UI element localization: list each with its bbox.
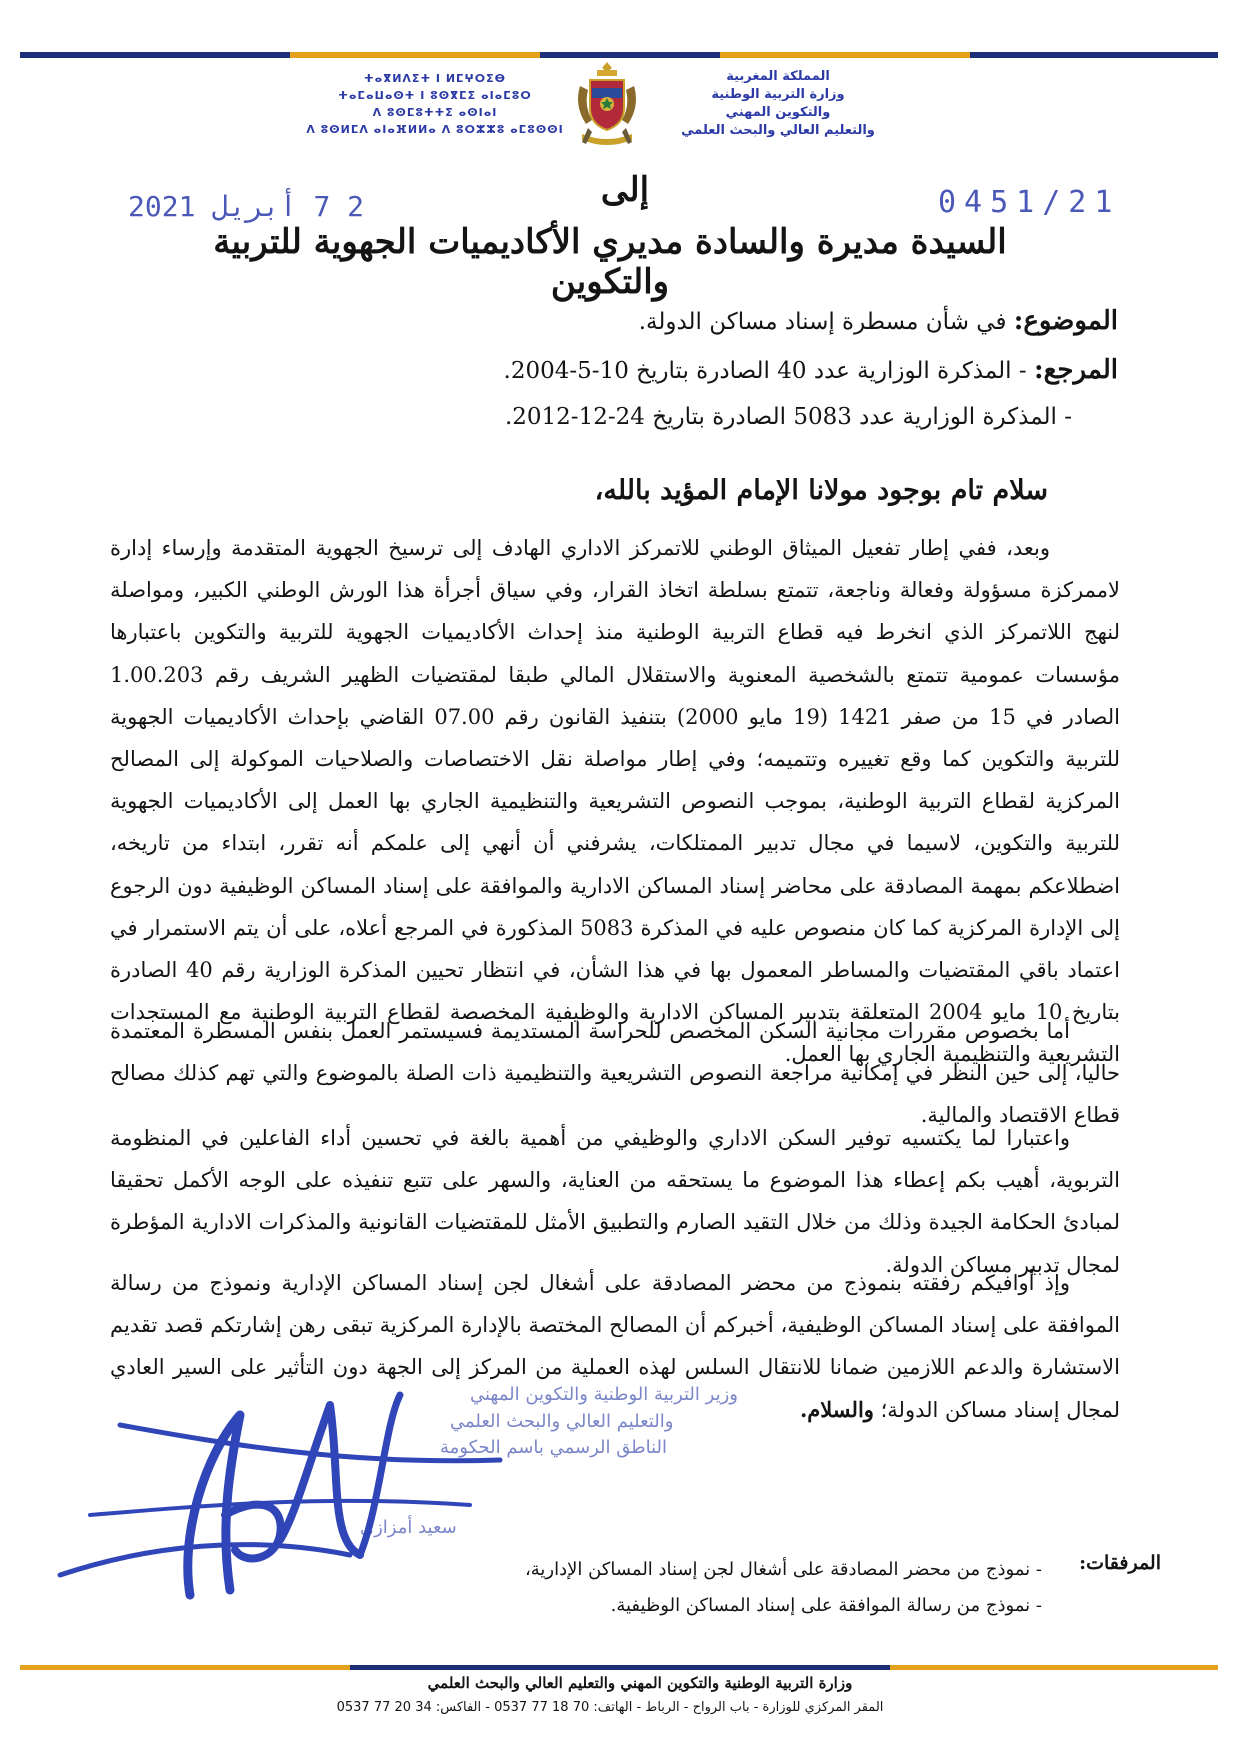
body-paragraph-text: واعتبارا لما يكتسيه توفير السكن الاداري والوظيفي من أهمية بالغة في تحسين أداء الفاعلين في المنظومة التربوية، أهيب بكم إعطاء هذا الموضوع ما يستحقه من العناية، والسهر على تتبع تنفيذه على الوجه الأكمل تحقيقا لمبادئ الحكامة الجيدة وذلك من خلال التقيد الصارم والتطبيق الأمثل للمقتضيات القانونية والمذكرات الادارية المؤطرة لمجال تدبير مساكن الدولة. <box>110 1126 1120 1277</box>
addressee-title: السيدة مديرة والسادة مديري الأكاديميات الجهوية للتربية والتكوين <box>213 222 1007 302</box>
header-rule-gold-right <box>720 52 970 58</box>
reference-line <box>118 355 1118 385</box>
body-paragraph-text: أما بخصوص مقررات مجانية السكن المخصص للحراسة المستديمة فسيستمر العمل بنفس المسطرة المعتمدة حاليا، إلى حين النظر في إمكانية مراجعة النصوص التشريعية والتنظيمية ذات الصلة بالموضوع والتي تهم كذلك مصالح قطاع الاقتصاد والمالية. <box>110 1019 1120 1128</box>
footer-address: المقر المركزي للوزارة - باب الرواح - الرباط - الهاتف: 70 18 77 0537 - الفاكس: 34 20 77 0537 <box>336 1700 884 1715</box>
ministry-header-tifinagh <box>300 70 570 138</box>
header-rule-navy-left <box>20 52 290 58</box>
attachment-item: - نموذج من رسالة الموافقة على إسناد المساكن الوظيفية. <box>610 1595 1042 1616</box>
footer-ministry: وزارة التربية الوطنية والتكوين المهني والتعليم العالي والبحث العلمي <box>427 1674 853 1692</box>
subject-text: في شأن مسطرة إسناد مساكن الدولة. <box>638 309 1007 335</box>
header-line: ⴷ ⵓⵙⵍⵎⴷ ⴰⵏⴰⴼⵍⵍⴰ ⴷ ⵓⵔⵣⵣⵓ ⴰⵎⵓⵙⵙⵏ <box>306 123 564 136</box>
reference-line <box>72 404 1072 430</box>
stamp-line: والتعليم العالي والبحث العلمي <box>450 1411 674 1432</box>
stamp-line: الناطق الرسمي باسم الحكومة <box>440 1437 668 1458</box>
header-line: ⵜⴰⴳⵍⴷⵉⵜ ⵏ ⵍⵎⵖⵔⵉⴱ <box>363 72 506 85</box>
closing: والسلام. <box>799 1396 874 1422</box>
subject-label: الموضوع: <box>1013 306 1118 336</box>
reference-number: 0451/21 <box>938 185 1121 220</box>
body-paragraph-text: وبعد، ففي إطار تفعيل الميثاق الوطني للاتمركز الاداري الهادف إلى ترسيخ الجهوية المتقدمة وإرساء إدارة لاممركزة مسؤولة وفعالة وناجعة، تتمتع بسلطة اتخاذ القرار، وفي سياق أجرأة هذا الورش الوطني الكبير، ومواصلة لنهج اللاتمركز الذي انخرط فيه قطاع التربية الوطنية منذ إحداث الأكاديميات الجهوية للتربية والتكوين باعتبارها مؤسسات عمومية تتمتع بالشخصية المعنوية والاستقلال المالي طبقا لمقتضيات الظهير الشريف رقم 1.00.203 الصادر في 15 من صفر 1421 (19 مايو 2000) بتنفيذ القانون رقم 07.00 القاضي بإحداث الأكاديميات الجهوية للتربية والتكوين كما وقع تغييره وتتميمه؛ وفي إطار مواصلة نقل الاختصاصات والصلاحيات الموكولة إلى المصالح المركزية لقطاع التربية الوطنية، بموجب النصوص التشريعية والتنظيمية الجاري بها العمل إلى الأكاديميات الجهوية للتربية والتكوين، لاسيما في مجال تدبير الممتلكات، يشرفني أن أنهي إلى علمكم أنه تقرر، ابتداء من تاريخه، اضطلاعكم بمهمة المصادقة على محاضر إسناد المساكن الادارية والموافقة على إسناد المساكن الوظيفية دون الرجوع إلى الإدارة المركزية كما كان منصوص عليه في المذكرة 5083 المذكورة في المرجع أعلاه، على أن يتم الاستمرار في اعتماد باقي المقتضيات والمساطر المعمول بها في هذا الشأن، في انتظار تحيين المذكرة الوزارية رقم 40 الصادرة بتاريخ 10 مايو 2004 المتعلقة بتدبير المساكن الادارية والوظيفية المخصصة لقطاع التربية الوطنية مع المستجدات التشريعية والتنظيمية الجاري بها العمل. <box>110 536 1120 1067</box>
header-rule-gold-left <box>290 52 540 58</box>
signature-stamp <box>30 1355 738 1625</box>
header-line: والتكوين المهني <box>725 105 831 120</box>
to-label: إلى <box>600 170 650 210</box>
body-paragraph-text: وإذ أوافيكم رفقته بنموذج من محضر المصادقة على أشغال لجن إسناد المساكن الإدارية ونموذج من رسالة الموافقة على إسناد المساكن الوظيفية، أخبركم أن المصالح المختصة بالإدارة المركزية تبقى رهن إشارتكم قصد تقديم الاستشارة والدعم اللازمين ضمانا للانتقال السلس لهذه العملية من المركز إلى الجهة دون التأثير على السير العادي لمجال إسناد مساكن الدولة؛ <box>110 1271 1120 1422</box>
header-line: ⵜⴰⵎⴰⵡⴰⵙⵜ ⵏ ⵓⵙⴳⵎⵉ ⴰⵏⴰⵎⵓⵔ <box>338 89 532 102</box>
reference-item: - المذكرة الوزارية عدد 40 الصادرة بتاريخ 10-5-2004. <box>503 358 1027 384</box>
moroccan-coat-of-arms-icon <box>570 58 644 150</box>
header-line: المملكة المغربية <box>726 69 830 84</box>
attachments-label: المرفقات: <box>1079 1552 1161 1574</box>
header-line: والتعليم العالي والبحث العلمي <box>681 123 875 138</box>
footer-rule <box>20 1665 1218 1670</box>
attachments-list <box>525 1552 1042 1624</box>
footer-rule-gold-right <box>890 1665 1218 1670</box>
header-line: وزارة التربية الوطنية <box>711 87 845 102</box>
stamp-line: سعيد أمزازي <box>360 1517 457 1538</box>
handwritten-signature <box>60 1395 500 1595</box>
header-line: ⴷ ⵓⵙⵎⵓⵜⵜⵉ ⴰⵙⵏⴰⵏ <box>372 106 498 119</box>
attachment-item: - نموذج من محضر المصادقة على أشغال لجن إسناد المساكن الإدارية، <box>524 1559 1042 1580</box>
subject-line <box>118 306 1118 336</box>
header-rule-navy-right <box>970 52 1218 58</box>
stamp-line: وزير التربية الوطنية والتكوين المهني <box>470 1384 738 1405</box>
body-paragraph <box>110 527 1120 1076</box>
reference-label: المرجع: <box>1033 355 1118 385</box>
date-stamp: 2 7 أبريل 2021 <box>128 190 365 223</box>
footer-rule-navy <box>350 1665 890 1670</box>
reference-item: - المذكرة الوزارية عدد 5083 الصادرة بتاريخ 24-12-2012. <box>504 404 1072 430</box>
footer-rule-gold-left <box>20 1665 350 1670</box>
ministry-header-arabic <box>678 68 878 140</box>
salutation: سلام تام بوجود مولانا الإمام المؤيد بالله، <box>594 475 1048 506</box>
body-paragraph <box>110 1117 1120 1286</box>
